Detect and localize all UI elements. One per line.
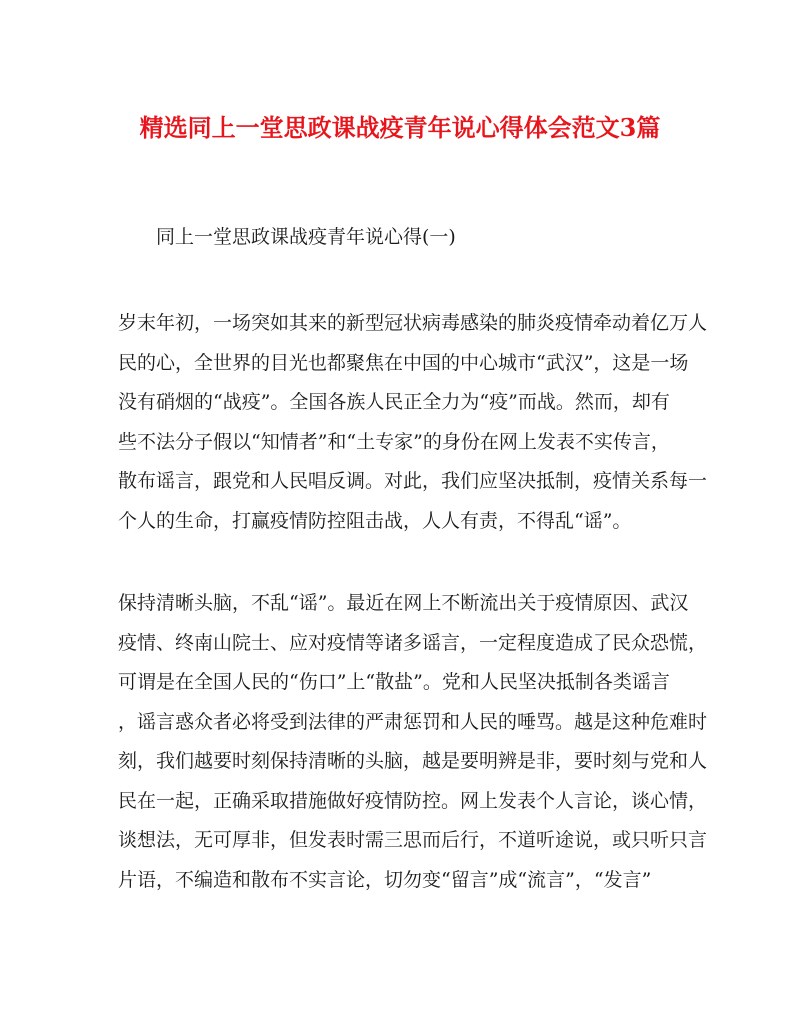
paragraph-line: 散布谣言，跟党和人民唱反调。对此，我们应坚决抵制，疫情关系每一 xyxy=(118,470,708,492)
paragraph-line: 刻，我们越要时刻保持清晰的头脑，越是要明辨是非，要时刻与党和人 xyxy=(118,750,708,772)
paragraph-line: 个人的生命，打赢疫情防控阻击战，人人有责，不得乱“谣”。 xyxy=(118,509,632,532)
paragraph-line: 岁末年初，一场突如其来的新型冠状病毒感染的肺炎疫情牵动着亿万人 xyxy=(118,312,708,334)
paragraph-line: 民在一起，正确采取措施做好疫情防控。网上发表个人言论，谈心情， xyxy=(118,789,708,812)
paragraph-line: 保持清晰头脑，不乱“谣”。最近在网上不断流出关于疫情原因、武汉 xyxy=(118,592,689,614)
paragraph-line: 没有硝烟的“战疫”。全国各族人民正全力为“疫”而战。然而，却有 xyxy=(118,391,670,413)
paragraph-line: 可谓是在全国人民的“伤口”上“散盐”。党和人民坚决抵制各类谣言 xyxy=(118,671,670,693)
paragraph-line: 些不法分子假以“知情者”和“土专家”的身份在网上发表不实传言， xyxy=(118,430,670,453)
paragraph-line: 疫情、终南山院士、应对疫情等诸多谣言，一定程度造成了民众恐慌， xyxy=(118,631,708,654)
paragraph-line: 民的心，全世界的目光也都聚焦在中国的中心城市“武汉”，这是一场 xyxy=(118,351,689,374)
paragraph-line: 谈想法，无可厚非，但发表时需三思而后行，不道听途说，或只听只言 xyxy=(118,829,708,851)
paragraph-line: 片语，不编造和散布不实言论，切勿变“留言”成“流言”，“发言” xyxy=(118,868,652,891)
paragraph-2 xyxy=(118,584,708,900)
section-subheading: 同上一堂思政课战疫青年说心得(一) xyxy=(156,226,456,248)
paragraph-line: ，谣言惑众者必将受到法律的严肃惩罚和人民的唾骂。越是这种危难时 xyxy=(118,710,708,733)
document-title: 精选同上一堂思政课战疫青年说心得体会范文3篇 xyxy=(139,113,661,142)
paragraph-1 xyxy=(118,304,708,541)
